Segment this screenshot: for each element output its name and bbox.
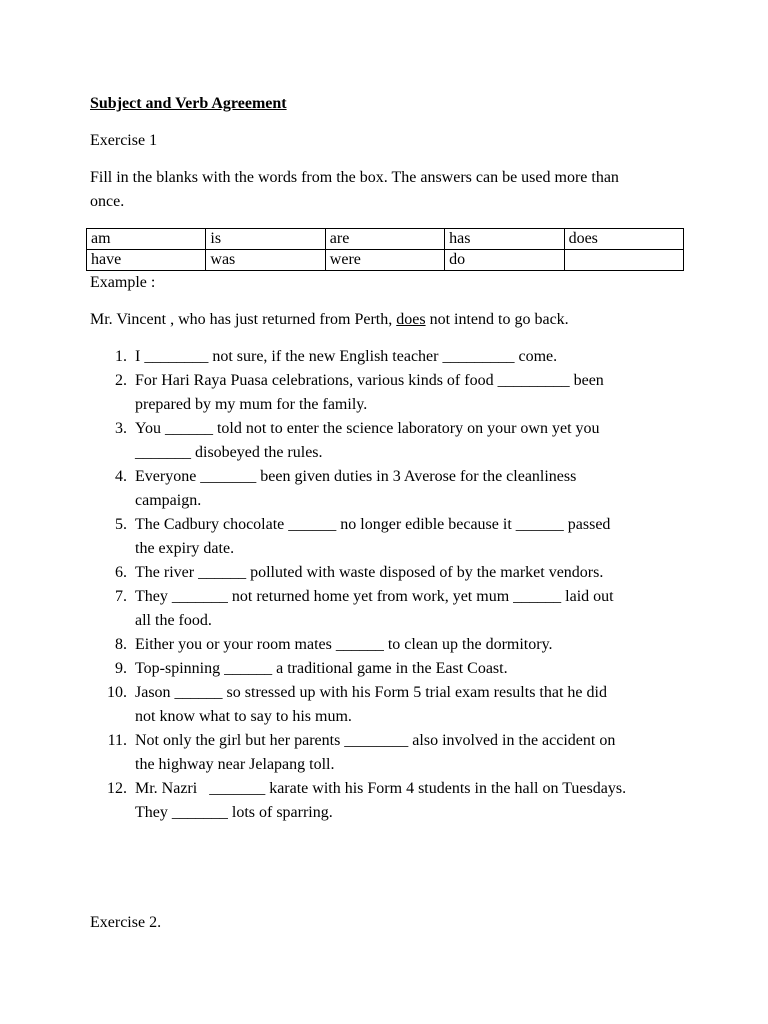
question-text-line: Jason ______ so stressed up with his Form 5 trial exam results that he did — [135, 684, 607, 701]
question-text-line: not know what to say to his mum. — [135, 708, 352, 725]
question-text-line: The Cadbury chocolate ______ no longer edible because it ______ passed — [135, 516, 611, 533]
question-text-line: the expiry date. — [135, 540, 235, 557]
question-text-line: all the food. — [135, 612, 212, 629]
question-number: 5. — [115, 516, 127, 533]
question-text-line: For Hari Raya Puasa celebrations, various kinds of food _________ been — [135, 372, 604, 389]
question-text-line: Mr. Nazri _______ karate with his Form 4 students in the hall on Tuesdays. — [135, 780, 627, 797]
word-cell: have — [87, 250, 206, 271]
question-text-line: Either you or your room mates ______ to clean up the dormitory. — [135, 636, 553, 653]
example-answer: does — [396, 311, 426, 328]
question-text-line: the highway near Jelapang toll. — [135, 756, 335, 773]
word-box-row — [87, 229, 684, 250]
exercise-2-heading: Exercise 2. — [90, 914, 162, 931]
question-number: 4. — [115, 468, 127, 485]
question-number: 3. — [115, 420, 127, 437]
word-box-row — [87, 250, 684, 271]
question-number: 8. — [115, 636, 127, 653]
question-text-line: You ______ told not to enter the science laboratory on your own yet you — [135, 420, 600, 437]
question-number: 11. — [107, 732, 127, 749]
question-number: 7. — [115, 588, 127, 605]
example-before: Mr. Vincent , who has just returned from Perth, — [90, 311, 397, 328]
question-number: 2. — [115, 372, 127, 389]
word-cell: does — [564, 229, 683, 250]
question-number: 9. — [115, 660, 127, 677]
question-text-line: Not only the girl but her parents ________ also involved in the accident on — [135, 732, 616, 749]
question-number: 1. — [115, 348, 127, 365]
example-label: Example : — [90, 274, 156, 291]
question-text-line: campaign. — [135, 492, 202, 509]
question-text-line: I ________ not sure, if the new English teacher _________ come. — [135, 348, 558, 365]
word-cell: is — [206, 229, 325, 250]
example-after: not intend to go back. — [425, 311, 569, 328]
question-text-line: The river ______ polluted with waste disposed of by the market vendors. — [135, 564, 604, 581]
instructions-line-2: once. — [90, 193, 125, 210]
word-cell — [564, 250, 683, 271]
example-sentence — [90, 310, 569, 330]
word-cell: were — [325, 250, 444, 271]
question-text-line: They _______ lots of sparring. — [135, 804, 333, 821]
word-cell: do — [445, 250, 564, 271]
word-cell: was — [206, 250, 325, 271]
instructions-line-1: Fill in the blanks with the words from the box. The answers can be used more than — [90, 169, 619, 186]
question-text-line: Top-spinning ______ a traditional game in the East Coast. — [135, 660, 508, 677]
word-cell: am — [87, 229, 206, 250]
page-title: Subject and Verb Agreement — [90, 95, 287, 112]
word-cell: are — [325, 229, 444, 250]
question-text-line: _______ disobeyed the rules. — [135, 444, 323, 461]
question-text-line: They _______ not returned home yet from work, yet mum ______ laid out — [135, 588, 614, 605]
word-box — [86, 228, 684, 271]
question-number: 10. — [107, 684, 127, 701]
question-text-line: prepared by my mum for the family. — [135, 396, 368, 413]
question-number: 6. — [115, 564, 127, 581]
word-cell: has — [445, 229, 564, 250]
exercise-1-heading: Exercise 1 — [90, 132, 158, 149]
question-number: 12. — [107, 780, 127, 797]
question-text-line: Everyone _______ been given duties in 3 Averose for the cleanliness — [135, 468, 577, 485]
